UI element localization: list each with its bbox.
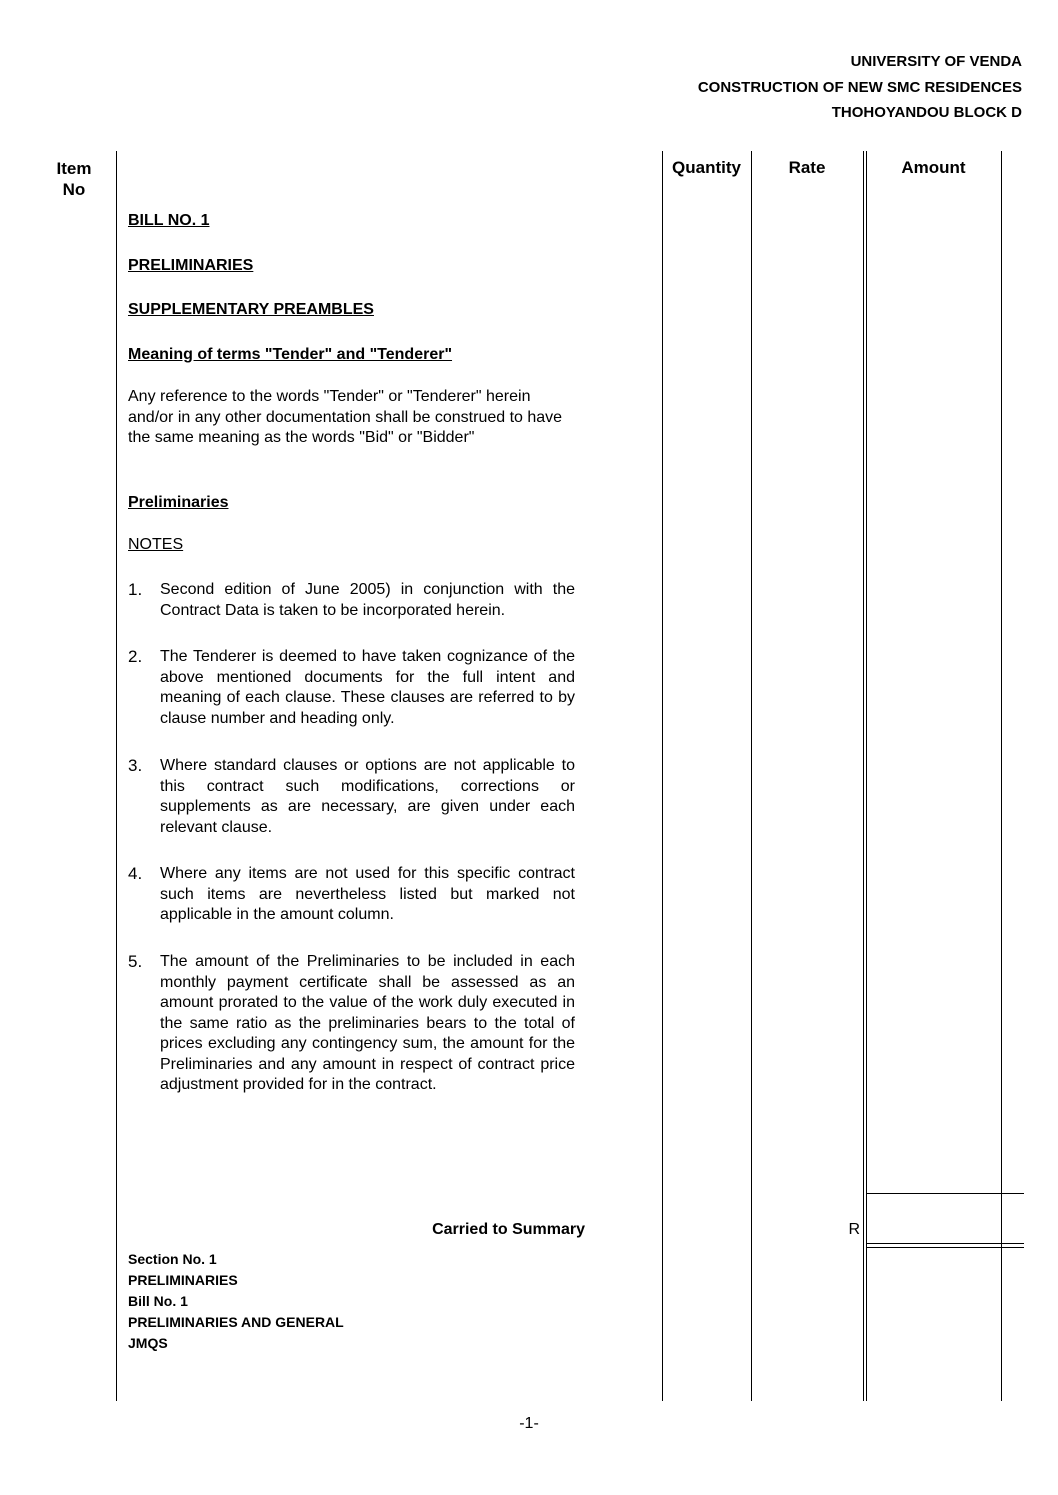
footer-section-number: Section No. 1: [128, 1251, 217, 1267]
note-text: Second edition of June 2005) in conjunction with the Contract Data is taken to be incorporated herein.: [160, 581, 575, 619]
note-item: [128, 580, 575, 621]
total-rule-double-b: [866, 1247, 1024, 1248]
column-rule-description: [662, 151, 663, 1401]
header-university: UNIVERSITY OF VENDA: [850, 53, 1022, 70]
note-number: 4.: [128, 864, 143, 883]
currency-symbol: R: [848, 1221, 860, 1238]
column-header-item-line2: No: [62, 180, 86, 199]
note-number: 3.: [128, 756, 143, 775]
footer-section-name: PRELIMINARIES: [128, 1272, 238, 1288]
terms-paragraph: Any reference to the words "Tender" or "Tenderer" herein and/or in any other documentation shall be construed to have the same meaning as the words "Bid" or "Bidder": [128, 388, 563, 446]
column-rule-quantity: [751, 151, 752, 1401]
preliminaries-heading: PRELIMINARIES: [128, 257, 254, 274]
preliminaries-subheading: Preliminaries: [128, 494, 229, 511]
total-rule-double-a: [866, 1243, 1024, 1244]
notes-label: NOTES: [128, 536, 184, 553]
footer-reference: [128, 1249, 344, 1354]
footer-bill-name: PRELIMINARIES AND GENERAL: [128, 1314, 344, 1330]
total-rule-top: [866, 1193, 1024, 1194]
terms-heading: Meaning of terms "Tender" and "Tenderer": [128, 346, 453, 363]
page-number: -1-: [519, 1415, 539, 1432]
footer-bill-number: Bill No. 1: [128, 1293, 188, 1309]
header-project: CONSTRUCTION OF NEW SMC RESIDENCES: [697, 79, 1022, 96]
column-header-quantity: Quantity: [672, 158, 741, 177]
note-item: [128, 756, 575, 838]
carried-to-summary: Carried to Summary: [432, 1221, 585, 1238]
supplementary-preambles-heading: SUPPLEMENTARY PREAMBLES: [128, 301, 374, 318]
note-item: [128, 647, 575, 729]
note-text: Where standard clauses or options are not applicable to this contract such modifications, corrections or supplements as are necessary, are given under each relevant clause.: [160, 757, 575, 836]
column-rule-item: [116, 151, 117, 1401]
note-text: The amount of the Preliminaries to be included in each monthly payment certificate shall be assessed as an amount prorated to the value of the work duly executed in the same ratio as the preliminaries bears to the total of prices excluding any contingency sum, the amount for the Preliminaries and any amount in respect of contract price adjustment provided for in the contract.: [160, 953, 575, 1093]
header-location: THOHOYANDOU BLOCK D: [831, 104, 1022, 121]
column-rule-rate-b: [866, 151, 867, 1401]
note-number: 5.: [128, 952, 143, 971]
column-header-rate: Rate: [788, 158, 826, 177]
note-item: [128, 864, 575, 926]
column-header-amount: Amount: [901, 158, 966, 177]
bill-title: BILL NO. 1: [128, 212, 210, 229]
note-number: 2.: [128, 647, 143, 666]
column-header-item-line1: Item: [56, 159, 92, 178]
note-text: Where any items are not used for this specific contract such items are nevertheless listed but marked not applicable in the amount column.: [160, 865, 575, 923]
column-rule-rate-a: [863, 151, 864, 1401]
note-number: 1.: [128, 580, 143, 599]
column-rule-amount: [1001, 151, 1002, 1401]
note-item: [128, 952, 575, 1096]
footer-firm: JMQS: [128, 1335, 168, 1351]
note-text: The Tenderer is deemed to have taken cognizance of the above mentioned documents for the full intent and meaning of each clause. These clauses are referred to by clause number and heading only.: [160, 648, 575, 727]
column-header-item: [54, 158, 94, 200]
